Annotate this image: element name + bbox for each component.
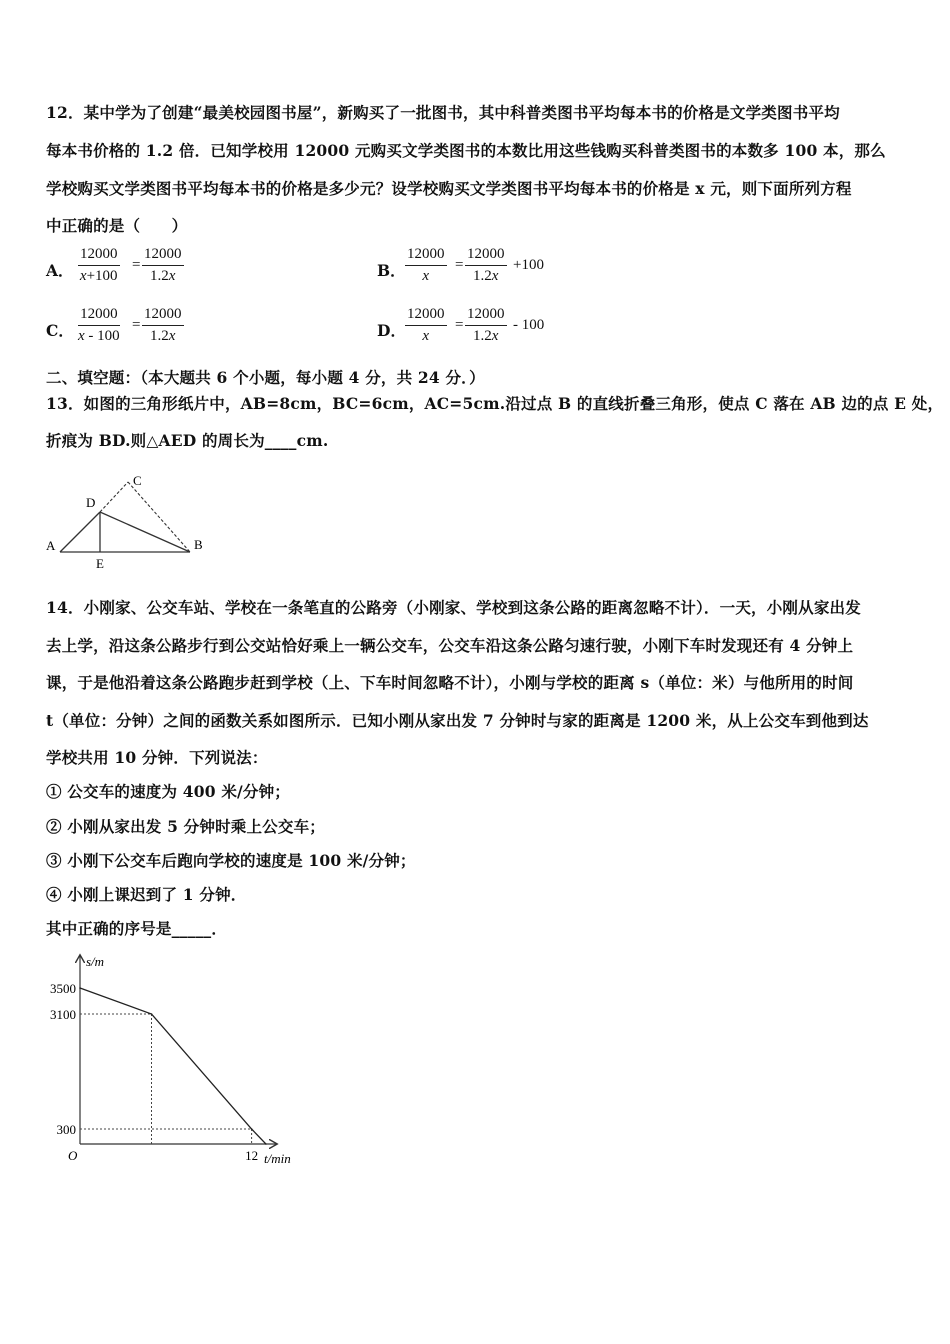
label-b: B [194,537,203,552]
segment-ad [60,512,100,552]
x-axis-label: t/min [264,1151,291,1166]
x-tick-label: 12 [245,1148,259,1163]
option-b-rhs-fraction: $\frac{12000}{1.2x}$ [467,246,505,284]
y-tick-label: 3500 [50,981,76,996]
statement-3: ③ 小刚下公交车后跑向学校的速度是 100 米/分钟； [46,851,416,870]
q14-line-1: 14．小刚家、公交车站、学校在一条笔直的公路旁（小刚家、学校到这条公路的距离忽略不计）．一天，小刚从家出发 [46,598,861,617]
q12-line-1: 12．某中学为了创建“最美校园图书屋”，新购买了一批图书，其中科普类图书平均每本书的价格是文学类图书平均 [46,103,840,122]
data-point [151,1013,153,1015]
segment-db [100,512,190,552]
option-d-tail: - 100 [513,317,545,333]
y-axis-label: s/m [86,954,105,969]
option-c-lhs-fraction: $\frac{12000}{x - 100}$ [78,306,120,344]
option-c-rhs-fraction: $\frac{12000}{1.2x}$ [144,306,182,344]
option-a-rhs-fraction: $\frac{12000}{1.2x}$ [144,246,182,284]
q13-line-1: 13．如图的三角形纸片中，AB=8cm，BC=6cm，AC=5cm.沿过点 B 的直线折叠三角形，使点 C 落在 AB 边的点 E 处， [46,394,944,413]
statement-1: ① 公交车的速度为 400 米/分钟； [46,782,291,801]
q12-line-3: 学校购买文学类图书平均每本书的价格是多少元？设学校购买文学类图书平均每本书的价格是 x 元，则下面所列方程 [46,179,852,198]
q14-line-3: 课，于是他沿着这条公路跑步赶到学校（上、下车时间忽略不计），小刚与学校的距离 s（单位：米）与他所用的时间 [46,673,854,692]
option-b-lhs-fraction: $\frac{12000}{x}$ [407,246,445,284]
option-b-tail: +100 [513,257,544,273]
option-b-label: B． [377,261,406,280]
segment-dc [100,482,128,512]
q12-line-2: 每本书价格的 1.2 倍．已知学校用 12000 元购买文学类图书的本数比用这些钱购买科普类图书的本数多 100 本，那么 [46,141,886,160]
data-point [265,1143,267,1145]
option-a-label: A． [46,261,74,280]
series-line-1 [80,988,266,1144]
origin-label: O [68,1148,78,1163]
q14-line-2: 去上学，沿这条公路步行到公交站恰好乘上一辆公交车，公交车沿这条公路匀速行驶，小刚下车时发现还有 4 分钟上 [46,636,854,655]
option-d-label: D． [377,321,406,340]
option-d-rhs-fraction: $\frac{12000}{1.2x}$ [467,306,505,344]
statement-4: ④ 小刚上课迟到了 1 分钟． [46,885,247,904]
label-a: A [46,538,56,553]
section-heading: 二、填空题：（本大题共 6 个小题，每小题 4 分，共 24 分．） [46,368,485,387]
q14-line-5: 学校共用 10 分钟．下列说法： [46,748,268,767]
option-d-lhs-fraction: $\frac{12000}{x}$ [407,306,445,344]
y-tick-label: 300 [56,1122,76,1137]
option-a-equals: = [132,257,141,273]
option-c-label: C． [46,321,74,340]
segment-cb [128,482,190,552]
q14-ask: 其中正确的序号是_____． [46,919,228,938]
distance-time-chart [40,948,310,1170]
label-c: C [133,473,142,488]
statement-2: ② 小刚从家出发 5 分钟时乘上公交车； [46,817,325,836]
option-b-equals: = [455,257,464,273]
q13-line-2: 折痕为 BD.则△AED 的周长为____cm. [46,431,329,450]
option-c-equals: = [132,317,141,333]
option-d-equals: = [455,317,464,333]
y-tick-label: 3100 [50,1007,76,1022]
data-point [79,987,81,989]
q12-line-4: 中正确的是（ ） [46,216,188,235]
option-a-lhs-fraction: $\frac{12000}{x+100}$ [79,246,118,284]
label-e: E [96,556,104,571]
triangle-figure [40,470,220,575]
q14-line-4: t（单位：分钟）之间的函数关系如图所示．已知小刚从家出发 7 分钟时与家的距离是 1200 米，从上公交车到他到达 [46,711,869,730]
label-d: D [86,495,96,510]
data-point [251,1128,253,1130]
